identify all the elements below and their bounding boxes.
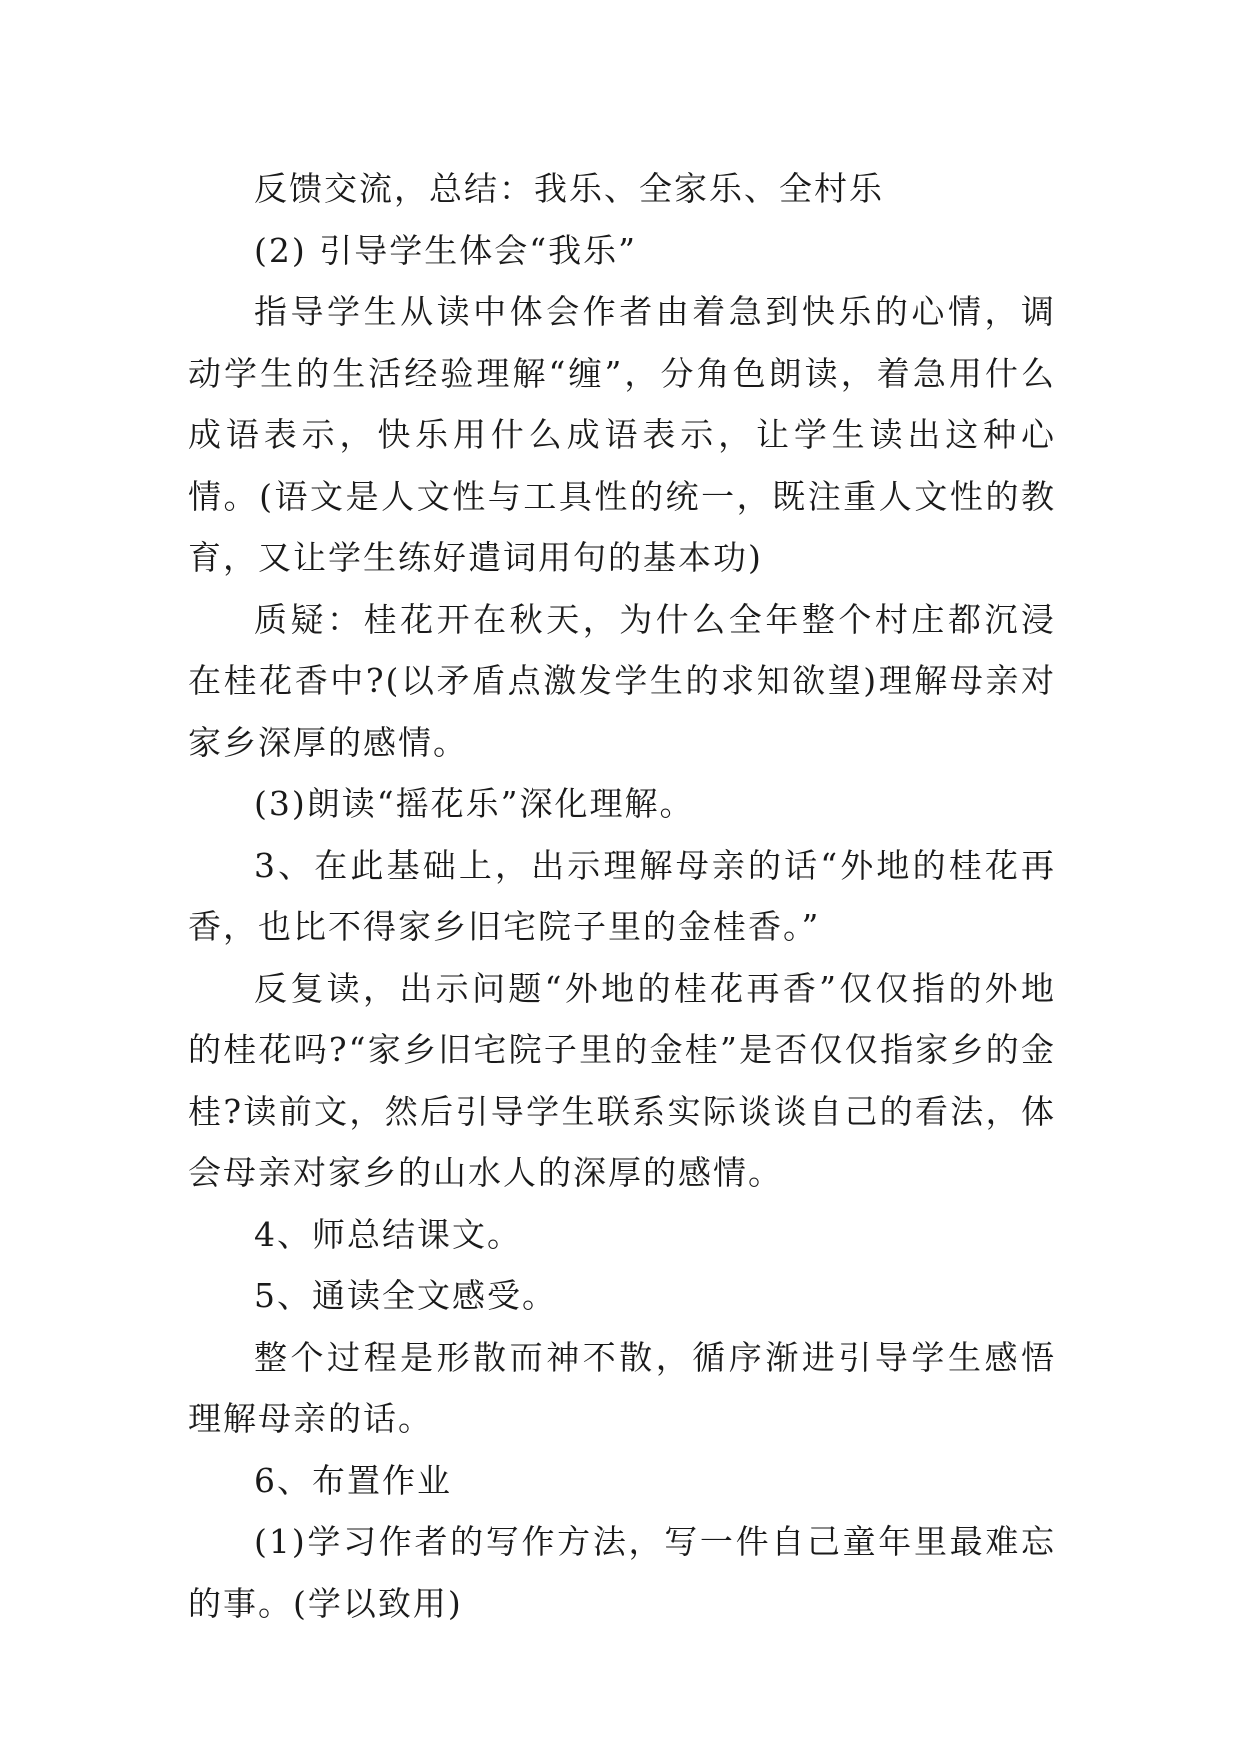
paragraph: 指导学生从读中体会作者由着急到快乐的心情，调动学生的生活经验理解“缠”，分角色朗读，着急用什么成语表示，快乐用什么成语表示，让学生读出这种心情。(语文是人文性与工具性的统一，既注重人文性的教育，又让学生练好遣词用句的基本功): [188, 292, 1056, 577]
paragraph: (1)学习作者的写作方法，写一件自己童年里最难忘的事。(学以致用): [188, 1522, 1056, 1623]
paragraph: 反馈交流，总结：我乐、全家乐、全村乐: [254, 169, 884, 208]
paragraph: 3、在此基础上，出示理解母亲的话“外地的桂花再香，也比不得家乡旧宅院子里的金桂香。”: [188, 845, 1056, 946]
paragraph: (3)朗读“摇花乐”深化理解。: [254, 784, 695, 823]
paragraph: 5、通读全文感受。: [254, 1276, 557, 1315]
paragraph: 整个过程是形散而神不散，循序渐进引导学生感悟理解母亲的话。: [188, 1337, 1056, 1438]
paragraph: 6、布置作业: [254, 1460, 452, 1500]
paragraph: 质疑：桂花开在秋天，为什么全年整个村庄都沉浸在桂花香中?(以矛盾点激发学生的求知欲望)理解母亲对家乡深厚的感情。: [188, 599, 1056, 762]
paragraph: (2) 引导学生体会“我乐”: [254, 230, 637, 270]
paragraph: 反复读，出示问题“外地的桂花再香”仅仅指的外地的桂花吗?“家乡旧宅院子里的金桂”是否仅仅指家乡的金桂?读前文，然后引导学生联系实际谈谈自己的看法，体会母亲对家乡的山水人的深厚的感情。: [188, 968, 1056, 1192]
document-body: [188, 158, 1056, 1634]
paragraph: 4、师总结课文。: [254, 1214, 522, 1254]
